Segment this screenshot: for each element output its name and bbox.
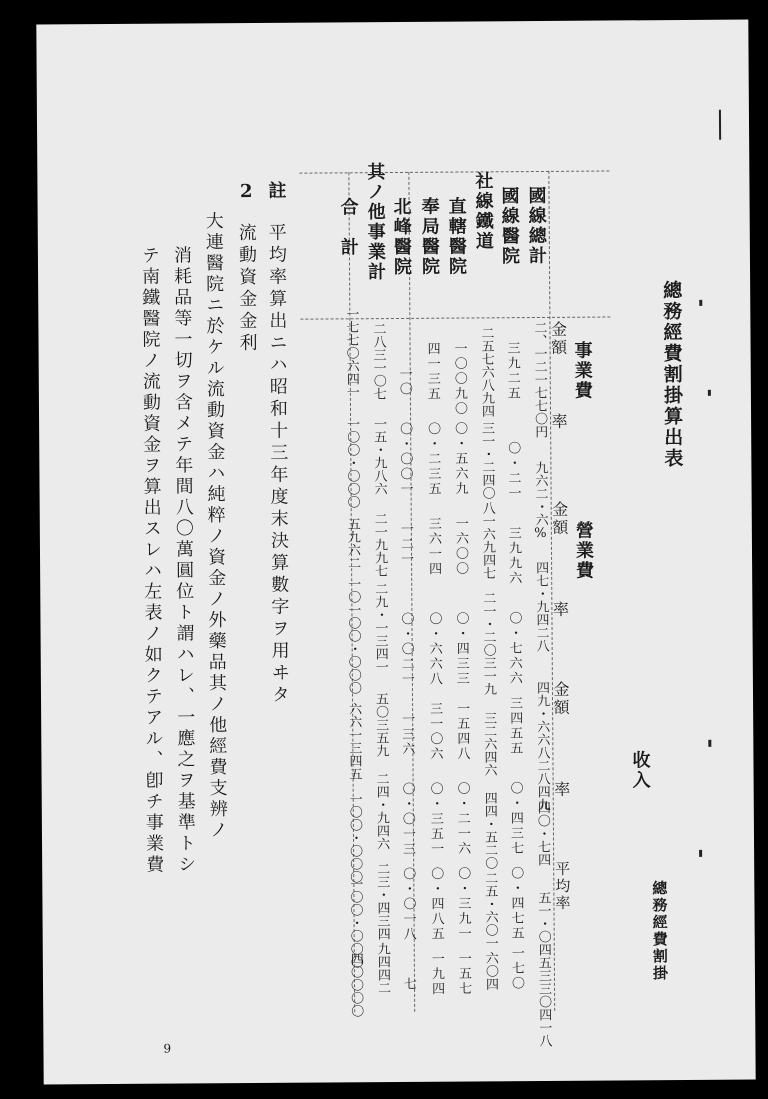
- row-cell: 〇・四三三: [453, 611, 469, 687]
- row-cell: 九四四二: [374, 942, 391, 995]
- row-cell: 四四・五二〇: [481, 791, 498, 870]
- row-cell: 一〇〇九〇: [451, 341, 468, 417]
- row-cell: 一三六: [399, 711, 415, 757]
- row-cell: 一七〇: [508, 946, 525, 992]
- stray-mark: [699, 300, 702, 306]
- row-cell: 〇・七六六: [506, 611, 522, 687]
- row-cell: 〇・〇一八: [400, 866, 416, 942]
- row-cell: 一〇〇・〇〇〇: [347, 877, 363, 969]
- row-name: 奉局醫院: [418, 196, 441, 277]
- row-cell: 一九四: [428, 951, 445, 997]
- document-page: [36, 20, 755, 1085]
- row-cell: 三九二五: [504, 341, 520, 402]
- row-cell: 六六一三四五: [346, 702, 362, 781]
- row-name: 其ノ他事業計: [364, 162, 387, 283]
- row-cell: 五〇三五九: [372, 692, 389, 758]
- row-cell: 三一・二四〇: [479, 421, 495, 500]
- row-cell: 四〇〇〇〇: [347, 952, 364, 1018]
- row-cell: 二一九九七: [371, 512, 388, 578]
- row-cell: 二四・九四六: [373, 772, 390, 851]
- row-cell: 〇・二一: [505, 441, 521, 502]
- row-cell: 二三・四三四: [374, 862, 390, 941]
- note-2-line: テ南鐵醫院ノ流動資金ヲ算出スレハ左表ノ如クテアル、卽チ事業費: [138, 245, 165, 876]
- row-name: 合計: [337, 197, 360, 278]
- row-cell: 三四五五: [507, 696, 523, 757]
- row-cell: 三二六四六: [481, 711, 497, 777]
- row-cell: 三六一四: [425, 516, 442, 577]
- row-cell: 八一六九四七: [479, 501, 496, 580]
- row-cell: 五一・〇四五三三〇四一八: [535, 890, 552, 1048]
- row-cell: 一二一: [397, 521, 414, 567]
- note-2-line: 消耗品等一切ヲ含メテ年間八〇萬圓位ト謂ハレ、一應之ヲ基準トシ: [170, 245, 197, 876]
- row-cell: 一五・九八六: [371, 417, 387, 496]
- stray-mark: [708, 740, 711, 747]
- row-cell: 一〇一〇〇・〇〇〇: [345, 577, 361, 695]
- header-business-expense: 事業費: [571, 340, 593, 401]
- note-2-line: 大連醫院ニ於ケル流動資金ハ純粹ノ資金ノ外藥品其ノ他經費支辨ノ: [202, 211, 229, 842]
- col-header-rate-1: 率: [549, 412, 569, 431]
- row-name: 直轄醫院: [445, 196, 468, 277]
- col-header-amount-2: 金額: [549, 500, 569, 537]
- row-cell: 四九・六六八二八四九: [533, 680, 550, 812]
- row-cell: 〇・三九一: [455, 866, 471, 942]
- note-label: 註: [265, 180, 287, 201]
- col-header-average-rate: 平均率: [553, 860, 572, 912]
- row-cell: 五九六二: [344, 517, 361, 570]
- row-cell: 〇・五六九: [452, 421, 468, 497]
- row-cell: 三九九六: [505, 526, 522, 587]
- row-cell: 二一・二〇三一九: [480, 591, 497, 696]
- row-name: 社線鐵道: [472, 171, 494, 252]
- note-2-number: 2: [239, 180, 255, 203]
- row-cell: 六〇四: [482, 951, 499, 991]
- col-header-amount-3: 金額: [550, 680, 571, 717]
- row-cell: 一五七: [455, 951, 472, 997]
- folio: 9: [163, 1041, 172, 1056]
- row-cell: 二五・六〇一: [482, 871, 498, 950]
- row-cell: 二、一二一七七〇円: [531, 320, 548, 439]
- stray-mark: [719, 110, 721, 140]
- row-cell: 一〇: [396, 366, 412, 397]
- row-cell: 三一〇六: [427, 701, 443, 762]
- row-cell: 一五四八: [454, 701, 470, 762]
- header-operating-expense: 營業費: [572, 520, 595, 581]
- row-cell: 四七・九四二八: [533, 560, 549, 653]
- col-header-amount-1: 金額: [548, 320, 568, 357]
- document-title: 總務經費割掛算出表: [660, 279, 684, 470]
- note-1: 平均率算出ニハ昭和十三年度末決算數字ヲ用ヰタ: [265, 222, 291, 707]
- row-cell: 〇・四七五: [508, 866, 524, 942]
- row-cell: 七: [400, 976, 417, 992]
- header-allocation: 總務經費割掛: [650, 880, 670, 983]
- row-cell: 〇・六六八: [426, 611, 442, 687]
- row-cell: 〇・〇二一: [398, 611, 414, 687]
- col-header-rate-2: 率: [550, 600, 570, 619]
- row-cell: 〇・四三七: [507, 781, 524, 857]
- row-cell: 四一三五: [424, 341, 440, 402]
- row-cell: 二五七六八九四: [478, 326, 495, 418]
- row-cell: 二九・一三四一: [372, 582, 388, 674]
- row-cell: 一〇〇・〇〇〇: [344, 417, 360, 509]
- row-cell: 九六二・六%: [532, 460, 548, 542]
- row-cell: 〇・二三五: [425, 421, 441, 497]
- row-cell: 〇・〇一三: [399, 781, 416, 857]
- row-cell: 一七七〇六四一: [343, 307, 359, 399]
- row-cell: 一〇〇・〇〇〇: [346, 792, 363, 884]
- header-revenue: 收入: [629, 750, 651, 791]
- row-cell: 〇・〇〇一: [397, 421, 413, 497]
- note-2-title: 流動資金金利: [235, 222, 258, 356]
- row-cell: 一六〇〇: [452, 516, 469, 577]
- row-cell: 二八三一〇七: [370, 322, 386, 401]
- col-header-rate-3: 率: [551, 780, 571, 799]
- row-cell: 〇・四八五: [428, 866, 444, 942]
- row-name: 國線總計: [525, 185, 548, 267]
- stray-mark: [699, 850, 702, 857]
- stray-mark: [708, 390, 711, 396]
- row-cell: 〇・二一六: [454, 781, 471, 857]
- row-cell: 〇・三五一: [427, 781, 444, 857]
- row-cell: 四〇・七四: [534, 800, 551, 867]
- row-name: 國線醫院: [498, 186, 521, 267]
- row-name: 北峰醫院: [390, 196, 413, 278]
